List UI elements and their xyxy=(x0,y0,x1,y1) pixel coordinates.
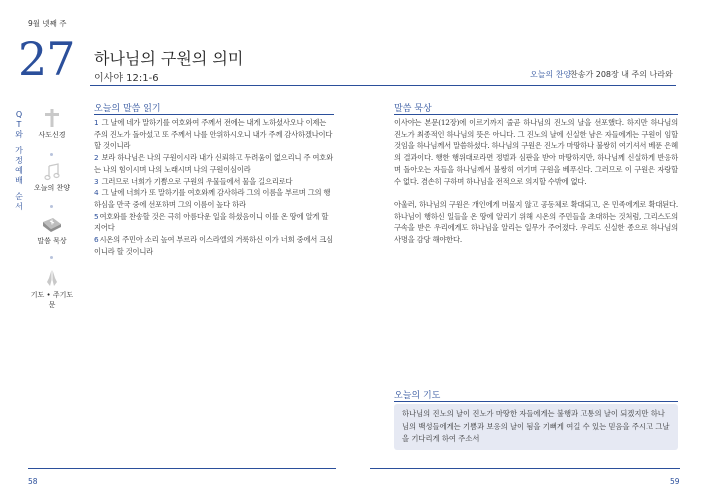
reflection-heading: 말씀 묵상 xyxy=(394,104,432,114)
verse-number: 5 xyxy=(94,211,99,221)
sidebar-item-label: 기도 • 주기도문 xyxy=(30,291,74,309)
sidebar-item-label: 말씀 묵상 xyxy=(37,237,67,245)
sidebar-item-apostles-creed xyxy=(28,108,76,140)
prayer-heading-divider xyxy=(394,401,678,402)
reflection-paragraph: 아울러, 하나님의 구원은 개인에게 머물지 않고 공동체로 확대되고, 온 민족에게로 확대된다. 하나님이 행하신 일들을 온 땅에 알리기 위해 시온의 주민들을 초대하는 것처럼, 그리스도의 구속을 받은 우리에게도 하나님을 알리는 일무가 주어졌다. 우리도 신실한 종으로 하나님의 사명을 감당 해야한다. xyxy=(394,199,678,245)
cross-icon xyxy=(44,108,60,128)
verse xyxy=(94,176,334,188)
verse-number: 3 xyxy=(94,176,99,186)
sidebar-item-todays-praise xyxy=(28,163,76,193)
prayer-heading: 오늘의 기도 xyxy=(394,391,441,401)
sidebar-order-nav xyxy=(28,108,76,308)
scripture-reference: 이사야 12:1-6 xyxy=(94,73,159,84)
reflection-heading-divider xyxy=(394,114,678,115)
prayer-box xyxy=(394,404,678,450)
verse-number: 4 xyxy=(94,188,99,198)
verse-number: 6 xyxy=(94,235,99,245)
scripture-text xyxy=(94,117,334,257)
verse-text: 여호와를 찬송할 것은 극히 아름다운 일을 하셨음이니 이를 온 땅에 알게 할지어다 xyxy=(94,211,329,233)
prayer-text: 하나님의 진노의 날이 진노가 마땅한 자들에게는 불행과 고통의 날이 되겠지만 하나님의 백성들에게는 기쁨과 보응의 날이 됨을 기뻐게 여길 수 있는 믿음을 주시고 그날을 기다리게 하여 주소서 xyxy=(402,409,670,443)
right-page-number: 59 xyxy=(670,477,680,486)
praying-hands-icon xyxy=(44,268,60,288)
left-footer-divider xyxy=(28,468,336,469)
header-divider xyxy=(90,85,676,86)
verse-number: 2 xyxy=(94,153,99,163)
verse xyxy=(94,117,334,152)
nav-separator-dot xyxy=(50,205,53,208)
left-page-number: 58 xyxy=(28,477,38,486)
praise-label: 오늘의 찬양 xyxy=(530,70,572,79)
verse-text: 보라 하나님은 나의 구원이시라 내가 신뢰하고 두려움이 없으리니 주 여호와는 나의 힘이시며 나의 노래시며 나의 구원이심이라 xyxy=(94,153,333,174)
verse-text: 그러므로 너희가 기쁨으로 구원의 우물들에서 물을 길으리로다 xyxy=(101,176,293,186)
verse-text: 시온의 주민아 소리 높여 부르라 이스라엘의 거룩하신 이가 너희 중에서 크심이니라 할 것이니라 xyxy=(94,235,333,256)
week-label: 9월 넷째 주 xyxy=(28,19,67,28)
verse-text: 그 날에 네가 말하기를 여호와여 주께서 전에는 내게 노하셨사오나 이제는 주의 진노가 돌아섰고 또 주께서 나를 안위하시오니 내가 주께 감사하겠나이다 할 것이니라 xyxy=(94,118,333,151)
sidebar-item-label: 오늘의 찬양 xyxy=(33,184,71,192)
scripture-heading: 오늘의 말씀 읽기 xyxy=(94,104,161,114)
reflection-text xyxy=(394,117,678,257)
music-note-icon xyxy=(44,163,60,181)
verse xyxy=(94,211,334,234)
scripture-heading-divider xyxy=(94,114,334,115)
verse-text: 그 날에 너희가 또 말하기를 여호와께 감사하라 그의 이름을 부르며 그의 행하심을 만국 중에 선포하며 그의 이름이 높다 하라 xyxy=(94,188,331,209)
sidebar-item-prayer xyxy=(28,268,76,310)
nav-separator-dot xyxy=(50,153,53,156)
sidebar-item-label: 사도신경 xyxy=(38,131,66,139)
bible-icon xyxy=(41,216,63,234)
day-number: 27 xyxy=(18,32,75,86)
verse xyxy=(94,234,334,257)
verse-number: 1 xyxy=(94,118,99,127)
reflection-paragraph: 이사야는 본문(12장)에 이르기까지 줄곧 하나님의 진노의 날을 선포했다. 하지만 하나님의 진노가 최종적인 하나님의 뜻은 아니다. 그 진노의 날에 신실한 남은 자들에게는 구원이 임할 것임을 하나님께서 말씀하셨다. 하나님의 구원은 진노가 마땅하나 불쌍히 여기셔서 베푼 은혜의 결과이다. 행한 행위대로라면 정벌과 심판을 받아 마땅하지만, 하나님께 신실하게 반응하며 돌아오는 자들을 하나님께서 불쌍히 여기며 구원을 베푸신다. 그러므로 이 구원은 자랑할 수 없다. 겸손히 구하며 하나님을 전적으로 의지할 수밖에 없다. xyxy=(394,118,678,186)
right-footer-divider xyxy=(370,468,680,469)
verse xyxy=(94,187,334,210)
praise-text: 찬송가 208장 내 주의 나라와 xyxy=(570,70,673,79)
sidebar-vertical-label: Q T 와 가 정 예 배 순 서 xyxy=(15,110,23,211)
page-title: 하나님의 구원의 의미 xyxy=(94,49,244,68)
nav-separator-dot xyxy=(50,256,53,259)
sidebar-item-meditation xyxy=(28,216,76,246)
verse xyxy=(94,152,334,175)
